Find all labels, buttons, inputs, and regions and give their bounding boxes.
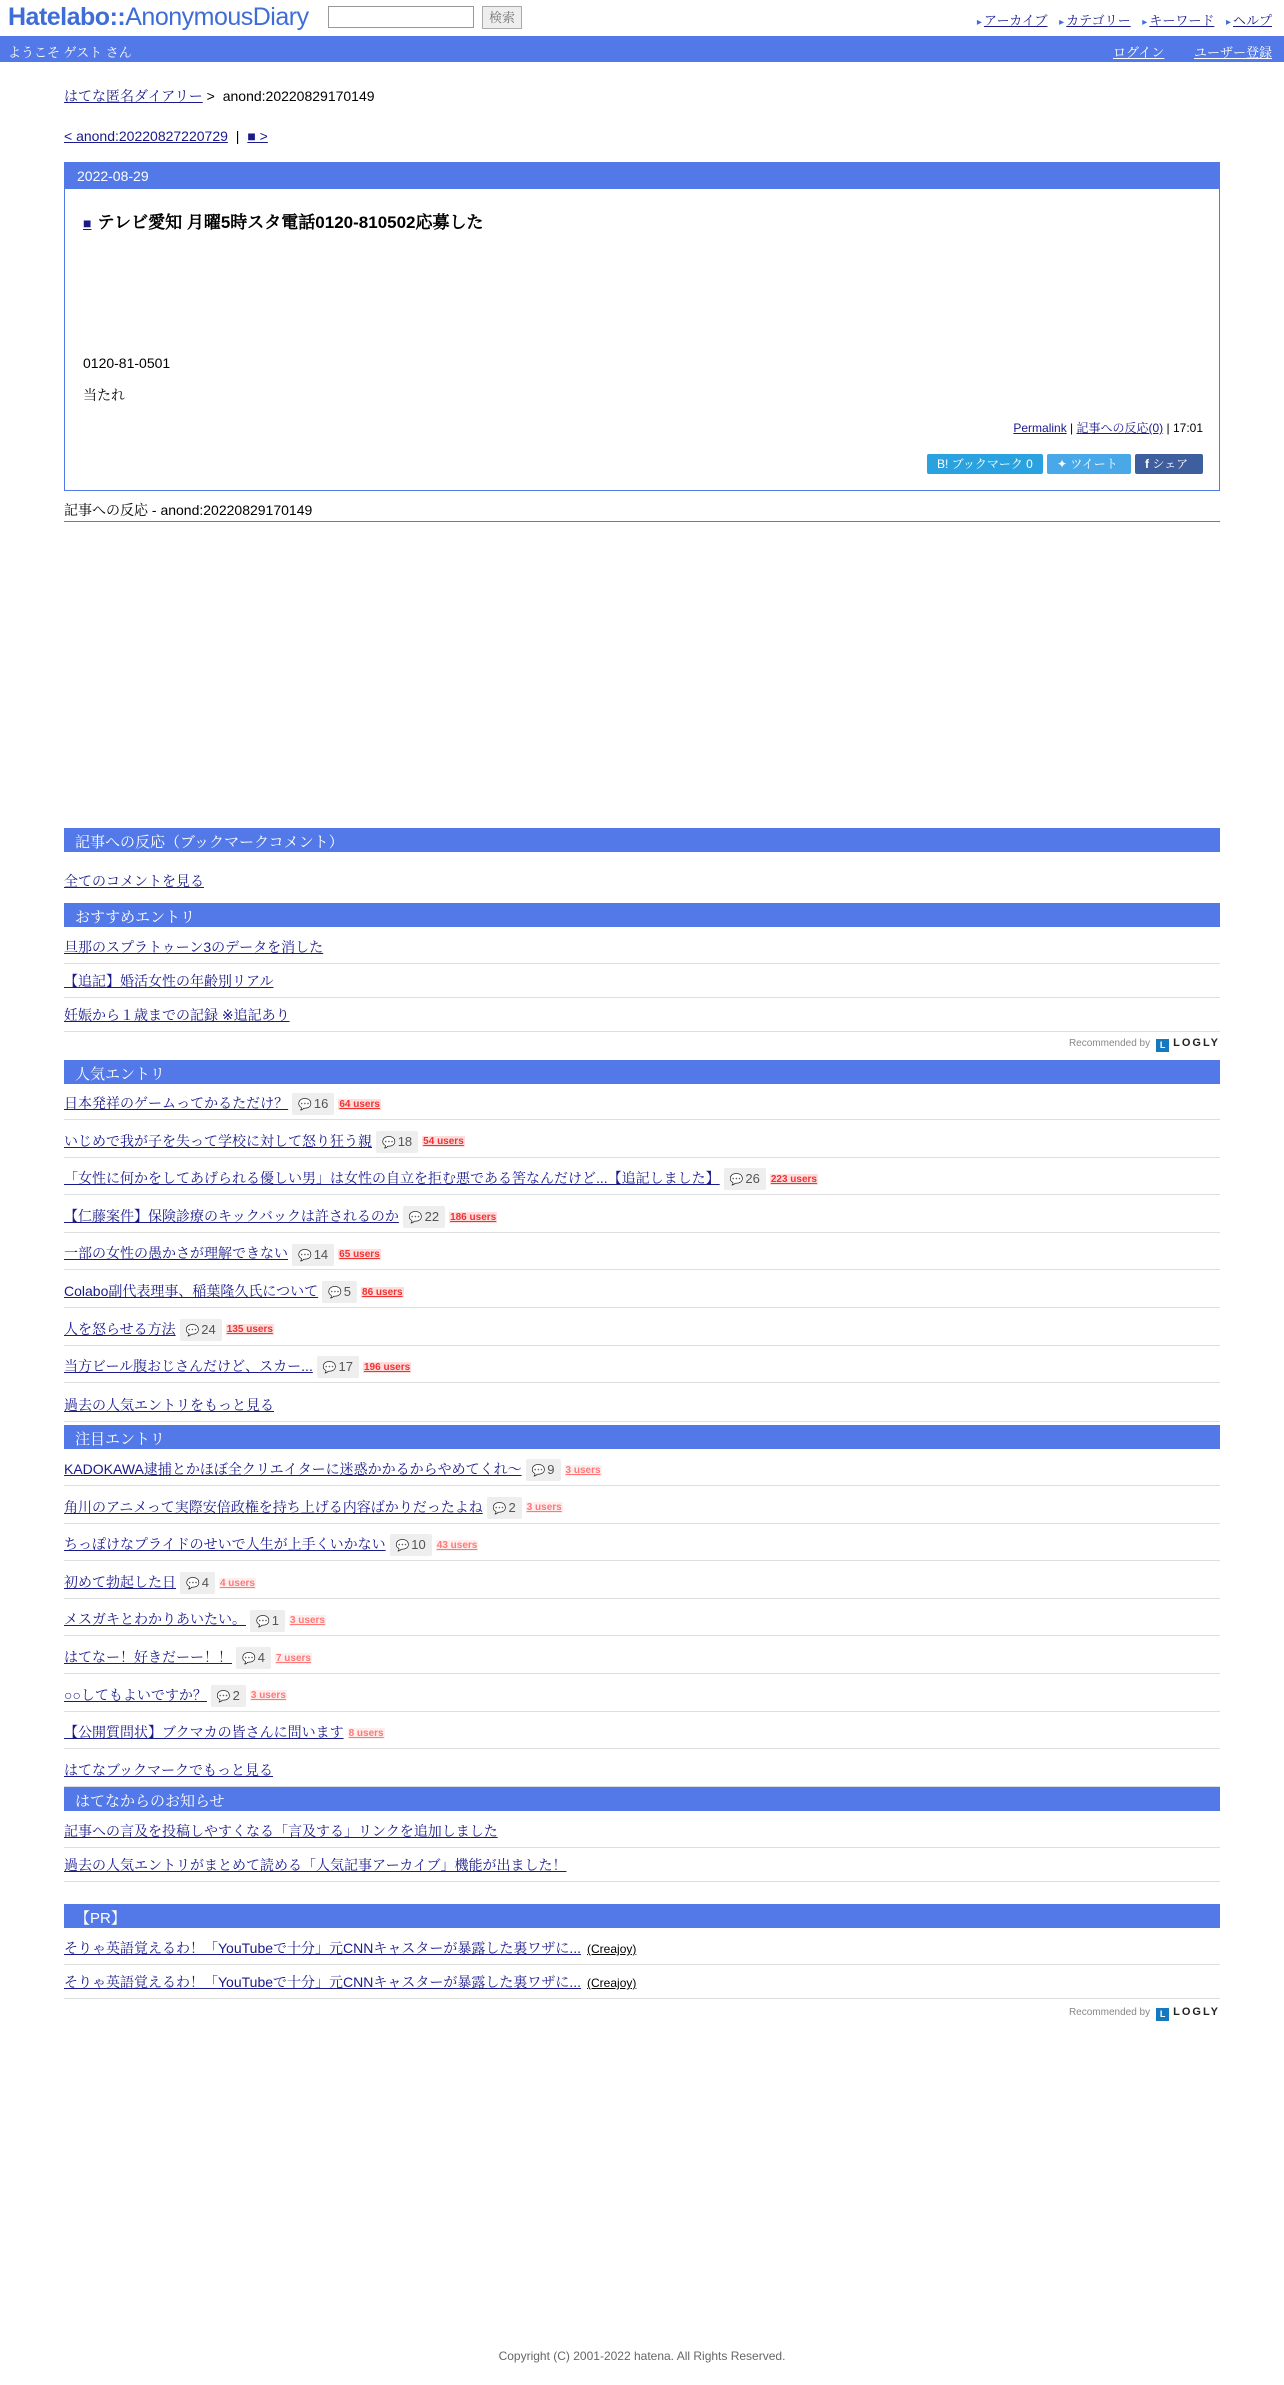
popular-heading: 人気エントリ xyxy=(64,1060,1220,1084)
pr-heading: 【PR】 xyxy=(64,1904,1220,1928)
facebook-share-label: シェア xyxy=(1152,457,1189,471)
entry-permalink-marker[interactable]: ■ xyxy=(83,215,92,231)
comment-bubble-icon: 💬 xyxy=(216,1690,231,1703)
search-input[interactable] xyxy=(328,6,474,28)
hot-entry-link[interactable]: ○○してもよいですか？ xyxy=(64,1686,207,1703)
entry-body-line: 当たれ xyxy=(83,387,125,403)
news-link[interactable]: 記事への言及を投稿しやすくなる「言及する」リンクを追加しました xyxy=(64,1823,498,1839)
breadcrumb-separator: > xyxy=(206,88,215,104)
comment-bubble-icon: 💬 xyxy=(185,1324,200,1337)
comment-count[interactable] xyxy=(250,1610,285,1632)
comment-bubble-icon: 💬 xyxy=(492,1502,507,1515)
facebook-share-button[interactable] xyxy=(1135,454,1203,474)
bookmark-users-badge[interactable]: 223 users xyxy=(770,1173,817,1185)
list-item xyxy=(64,1385,1220,1422)
pr-link[interactable]: そりゃ英語覚えるわ！「YouTubeで十分」元CNNキャスターが暴露した裏ワザに... xyxy=(64,1940,582,1956)
tweet-button[interactable] xyxy=(1047,454,1131,474)
entry-time: 17:01 xyxy=(1172,421,1203,435)
breadcrumb-root-link[interactable]: はてな匿名ダイアリー xyxy=(64,88,203,104)
recommended-entry-link[interactable]: 【追記】婚活女性の年齢別リアル xyxy=(64,973,274,989)
search-button[interactable]: 検索 xyxy=(482,6,522,29)
comment-bubble-icon: 💬 xyxy=(382,1136,396,1149)
copyright: Copyright (C) 2001-2022 hatena. All Rights Reserved. xyxy=(498,2349,786,2363)
comment-bubble-icon: 💬 xyxy=(298,1249,312,1262)
site-header xyxy=(0,0,1284,36)
list-item xyxy=(64,1271,1220,1308)
login-link[interactable]: ログイン xyxy=(1113,45,1165,60)
all-comments-link[interactable]: 全てのコメントを見る xyxy=(64,873,204,889)
comment-count-value: 9 xyxy=(547,1462,555,1478)
comment-count-value: 2 xyxy=(508,1499,516,1515)
entry-title-text: テレビ愛知 月曜5時スタ電話0120-810502応募した xyxy=(97,213,484,232)
bookmark-users-badge[interactable]: 196 users xyxy=(364,1361,411,1373)
comment-count[interactable] xyxy=(526,1459,561,1481)
bookmark-users-badge[interactable]: 43 users xyxy=(436,1539,478,1551)
list-item xyxy=(64,1196,1220,1233)
bookmark-users-badge[interactable]: 65 users xyxy=(339,1249,380,1261)
reactions-link[interactable]: 記事への反応(0) xyxy=(1076,421,1164,435)
list-item xyxy=(64,1811,1220,1848)
comment-count[interactable] xyxy=(403,1206,445,1228)
recommended-credit[interactable] xyxy=(1069,1037,1220,1052)
comment-count[interactable] xyxy=(236,1647,271,1669)
welcome-text: ようこそ ゲスト さん xyxy=(8,45,132,60)
hot-entry-link[interactable]: ちっぽけなプライドのせいで人生が上手くいかない xyxy=(64,1536,386,1553)
pr-credit[interactable] xyxy=(1069,2006,1220,2021)
recommended-entry-link[interactable]: 旦那のスプラトゥーン3のデータを消した xyxy=(64,939,324,955)
popular-entry-link[interactable]: 当方ビール腹おじさんだけど、スカー... xyxy=(64,1358,313,1375)
logly-logo: L LOGLY xyxy=(1156,2006,1220,2018)
popular-entry-link[interactable]: いじめで我が子を失って学校に対して怒り狂う親 xyxy=(64,1132,372,1149)
list-item xyxy=(64,1750,1220,1787)
hot-entry-link[interactable]: KADOKAWA逮捕とかほぼ全クリエイターに迷惑かかるからやめてくれ〜 xyxy=(64,1461,522,1477)
comment-count[interactable] xyxy=(487,1497,522,1519)
popular-more-link[interactable]: 過去の人気エントリをもっと見る xyxy=(64,1397,274,1413)
comment-bubble-icon: 💬 xyxy=(408,1212,423,1225)
hot-entry-link[interactable]: 角川のアニメって実際安倍政権を持ち上げる内容ばかりだったよね xyxy=(64,1498,483,1515)
site-logo[interactable] xyxy=(8,3,309,32)
hatena-bookmark-button[interactable]: B! ブックマーク 0 xyxy=(927,454,1043,474)
popular-entry-link[interactable]: Colabo副代表理事、稲葉隆久氏について xyxy=(64,1283,319,1299)
list-item xyxy=(64,1637,1220,1674)
pager-separator: | xyxy=(235,128,240,144)
news-link[interactable]: 過去の人気エントリがまとめて読める「人気記事アーカイブ」機能が出ました！ xyxy=(64,1857,567,1873)
comment-count-value: 2 xyxy=(232,1687,240,1703)
list-item xyxy=(64,1562,1220,1599)
comment-count[interactable] xyxy=(292,1093,334,1115)
comment-count[interactable] xyxy=(292,1244,334,1266)
hot-entry-link[interactable]: はてなー！好きだーー！！ xyxy=(64,1649,232,1665)
comment-bubble-icon: 💬 xyxy=(395,1540,410,1553)
list-item xyxy=(64,1845,1220,1882)
list-item xyxy=(64,927,1220,964)
entry-date: 2022-08-29 xyxy=(65,163,1219,189)
bookmark-users-badge[interactable]: 3 users xyxy=(526,1502,562,1514)
comment-count-value: 5 xyxy=(343,1284,352,1300)
comment-count-value: 18 xyxy=(397,1133,413,1149)
popular-entry-link[interactable]: 【仁藤案件】保険診療のキックバックは許されるのか xyxy=(64,1207,399,1224)
comment-bubble-icon: 💬 xyxy=(256,1615,270,1628)
list-item xyxy=(64,1309,1220,1346)
comment-count-value: 1 xyxy=(271,1612,279,1628)
next-entry-link[interactable]: ■ > xyxy=(247,128,268,144)
popular-entry-link[interactable]: 一部の女性の愚かさが理解できない xyxy=(64,1245,288,1262)
user-bar xyxy=(0,36,1284,62)
list-item xyxy=(64,1712,1220,1749)
breadcrumb xyxy=(64,86,1220,106)
popular-entry-link[interactable]: 人を怒らせる方法 xyxy=(64,1320,176,1337)
list-item xyxy=(64,1233,1220,1270)
entry-pager xyxy=(64,128,1220,144)
bookmark-users-badge[interactable]: 8 users xyxy=(348,1727,384,1739)
bookmark-users-badge[interactable]: 135 users xyxy=(226,1324,273,1336)
hot-entry-link[interactable]: メスガキとわかりあいたい。 xyxy=(64,1611,246,1628)
pr-sponsor[interactable]: (Creajoy) xyxy=(587,1942,637,1956)
comment-bubble-icon: 💬 xyxy=(328,1287,342,1300)
diary-entry xyxy=(64,162,1220,491)
list-item xyxy=(64,1524,1220,1561)
hot-entry-link[interactable]: 初めて勃起した日 xyxy=(64,1573,176,1590)
comment-count-value: 14 xyxy=(313,1246,329,1262)
comment-count[interactable] xyxy=(180,1319,222,1341)
twitter-bird-icon: ✦ xyxy=(1057,457,1071,471)
register-link[interactable]: ユーザー登録 xyxy=(1193,45,1272,60)
comment-count[interactable] xyxy=(322,1281,357,1303)
tweet-label: ツイート xyxy=(1070,457,1118,471)
bookmark-users-badge[interactable]: 3 users xyxy=(289,1615,325,1627)
list-item xyxy=(64,1083,1220,1120)
comment-bubble-icon: 💬 xyxy=(531,1465,546,1478)
bookmark-users-badge[interactable]: 54 users xyxy=(423,1136,464,1148)
reactions-heading: 記事への反応 - anond:20220829170149 xyxy=(64,500,1220,522)
share-buttons xyxy=(923,454,1203,474)
list-item xyxy=(64,1928,1220,1965)
bookmark-users-badge[interactable]: 86 users xyxy=(362,1286,403,1298)
entry-footer: Permalink | 記事への反応(0) | 17:01 xyxy=(1013,421,1203,435)
list-item xyxy=(64,1346,1220,1383)
comment-count-value: 17 xyxy=(338,1359,353,1375)
pr-link[interactable]: そりゃ英語覚えるわ！「YouTubeで十分」元CNNキャスターが暴露した裏ワザに... xyxy=(64,1974,582,1990)
comment-count-value: 26 xyxy=(745,1171,760,1187)
comment-count[interactable] xyxy=(211,1685,246,1707)
bookmark-users-badge[interactable]: 7 users xyxy=(275,1652,311,1664)
bookmark-users-badge[interactable]: 3 users xyxy=(565,1464,601,1476)
list-item xyxy=(64,1599,1220,1636)
top-nav xyxy=(969,10,1272,29)
comment-count-value: 16 xyxy=(313,1096,329,1112)
news-heading: はてなからのお知らせ xyxy=(64,1787,1220,1811)
comment-bubble-icon: 💬 xyxy=(322,1362,337,1375)
list-item xyxy=(64,1675,1220,1712)
hot-heading: 注目エントリ xyxy=(64,1425,1220,1449)
pr-sponsor[interactable]: (Creajoy) xyxy=(587,1976,637,1990)
bookmark-comments-heading: 記事への反応（ブックマークコメント） xyxy=(64,828,1220,852)
comment-count-value: 4 xyxy=(201,1575,209,1591)
comment-bubble-icon: 💬 xyxy=(298,1099,312,1112)
bookmark-users-badge[interactable]: 3 users xyxy=(250,1690,286,1702)
list-item xyxy=(64,961,1220,998)
entry-title xyxy=(83,208,484,233)
list-item xyxy=(64,1449,1220,1486)
recommended-heading: おすすめエントリ xyxy=(64,903,1220,927)
comment-count[interactable] xyxy=(180,1572,215,1594)
bookmark-users-badge[interactable]: 64 users xyxy=(339,1098,380,1110)
popular-entry-link[interactable]: 日本発祥のゲームってかるただけ？ xyxy=(64,1095,289,1111)
bookmark-users-badge[interactable]: 186 users xyxy=(450,1211,497,1223)
popular-entry-link[interactable]: 「女性に何かをしてあげられる優しい男」は女性の自立を拒む悪である筈なんだけど...【追記しました】 xyxy=(64,1170,720,1187)
permalink-link[interactable]: Permalink xyxy=(1013,421,1067,435)
nav-archive-link[interactable]: ▸ アーカイブ xyxy=(977,13,1048,28)
breadcrumb-current: anond:20220829170149 xyxy=(222,88,375,104)
nav-keyword-link[interactable]: ▸ キーワード xyxy=(1142,13,1214,28)
list-item xyxy=(64,1487,1220,1524)
entry-body-line: 0120-81-0501 xyxy=(83,355,171,371)
comment-count[interactable] xyxy=(317,1356,359,1378)
logly-logo: L LOGLY xyxy=(1156,1037,1220,1049)
prev-entry-link[interactable]: < anond:20220827220729 xyxy=(64,128,228,144)
comment-count[interactable] xyxy=(390,1534,432,1556)
list-item xyxy=(64,1158,1220,1195)
comment-count-value: 22 xyxy=(424,1209,440,1225)
comment-count-value: 4 xyxy=(257,1650,265,1666)
comment-count-value: 10 xyxy=(411,1537,426,1553)
comment-bubble-icon: 💬 xyxy=(186,1578,200,1591)
comment-count[interactable] xyxy=(376,1131,418,1153)
list-item xyxy=(64,995,1220,1032)
recommended-by-text: Recommended by xyxy=(1068,1038,1151,1049)
logo-text-hatelabo: Hatelabo:: xyxy=(8,3,126,31)
comment-bubble-icon: 💬 xyxy=(729,1174,744,1187)
recommended-by-text: Recommended by xyxy=(1068,2007,1151,2018)
nav-category-link[interactable]: ▸ カテゴリー xyxy=(1059,13,1131,28)
nav-help-link[interactable]: ▸ ヘルプ xyxy=(1226,13,1272,28)
list-item xyxy=(64,1962,1220,1999)
comment-count[interactable] xyxy=(724,1168,766,1190)
hot-entry-link[interactable]: 【公開質問状】ブクマカの皆さんに問います xyxy=(64,1724,344,1741)
facebook-icon: f xyxy=(1145,457,1153,471)
recommended-entry-link[interactable]: 妊娠から１歳までの記録 ※追記あり xyxy=(64,1007,290,1023)
list-item xyxy=(64,1121,1220,1158)
bookmark-users-badge[interactable]: 4 users xyxy=(219,1577,255,1589)
logo-text-anonymousdiary: AnonymousDiary xyxy=(125,3,309,31)
comment-bubble-icon: 💬 xyxy=(242,1653,256,1666)
hot-more-link[interactable]: はてなブックマークでもっと見る xyxy=(64,1762,274,1778)
comment-count-value: 24 xyxy=(201,1321,216,1337)
